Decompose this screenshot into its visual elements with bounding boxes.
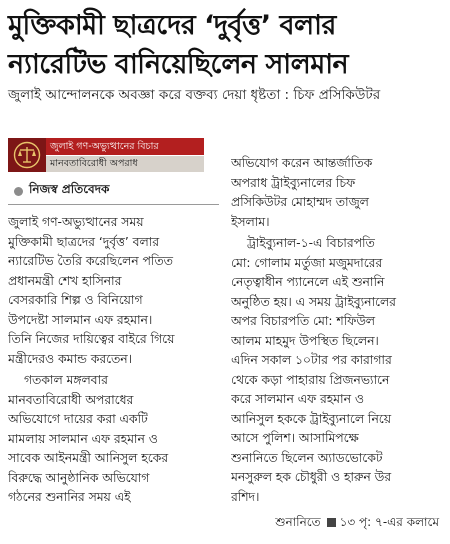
text-line: মামলায় সালমান এফ রহমান ও xyxy=(8,431,158,446)
text-line: ট্রাইব্যুনাল-১-এ বিচারপতি xyxy=(247,236,375,250)
right-column xyxy=(231,154,443,531)
section-subtitle: মানবতাবিরোধী অপরাধ xyxy=(46,156,204,172)
text-line: ইসলাম। xyxy=(231,214,270,229)
text-line: বেসরকারি শিল্প ও বিনিয়োগ xyxy=(8,293,143,307)
article-columns xyxy=(8,138,444,540)
text-line: বিরুদ্ধে আনুষ্ঠানিক অভিযোগ xyxy=(8,470,150,485)
text-line: প্রসিকিউটর মোহাম্মদ তাজুল xyxy=(231,195,369,209)
text-line: মনসুরুল হক চৌধুরী ও হারুন উর xyxy=(231,470,392,484)
paragraph-2 xyxy=(8,371,219,508)
text-line: অভিযোগ করেন আন্তর্জাতিক xyxy=(231,156,373,170)
bullet-icon xyxy=(14,187,23,196)
text-line: থেকে কড়া পাহারায় প্রিজনভ্যানে xyxy=(231,372,390,387)
text-line: ন্যারেটিভ তৈরি করেছিলেন পতিত xyxy=(8,254,173,268)
square-bullet-icon xyxy=(327,518,336,527)
continuation-note xyxy=(231,513,443,531)
byline xyxy=(8,182,219,200)
text-line: রশিদ। xyxy=(231,489,260,504)
scales-of-justice-icon xyxy=(8,138,46,172)
text-line: নেতৃত্বাধীন প্যানেলে এই শুনানি xyxy=(231,275,385,289)
headline-line-2: ন্যারেটিভ বানিয়েছিলেন সালমান xyxy=(8,49,349,80)
text-line: অনুষ্ঠিত হয়। এ সময় ট্রাইব্যুনালের xyxy=(231,294,396,309)
text-line: মানবতাবিরোধী অপরাধের xyxy=(8,392,134,407)
text-line: মন্ত্রীদেরও কমান্ড করতেন। xyxy=(8,351,133,366)
text-line: শুনানিতে ছিলেন অ্যাডভোকেট xyxy=(231,450,383,465)
text-line: আনিসুল হককে ট্রাইব্যুনালে নিয়ে xyxy=(231,411,391,426)
text-line: আসে পুলিশ। আসামিপক্ষে xyxy=(231,431,359,445)
subheadline: জুলাই আন্দোলনকে অবজ্ঞা করে বক্তব্য দেয়া ধৃষ্টতা : চিফ প্রসিকিউটর xyxy=(8,87,381,103)
text-line: আলম মাহমুদ উপস্থিত ছিলেন। xyxy=(231,333,379,348)
text-line: করে সালমান এফ রহমান ও xyxy=(231,392,364,406)
byline-text: নিজস্ব প্রতিবেদক xyxy=(29,182,110,196)
paragraph-4 xyxy=(231,234,443,507)
text-line: মুক্তিকামী ছাত্রদের ‘দুর্বৃত্ত’ বলার xyxy=(8,234,160,249)
text-line: উপদেষ্টা সালমান এফ রহমান। xyxy=(8,312,153,327)
text-line: জুলাই গণ-অভ্যুত্থানের সময় xyxy=(8,215,144,229)
byline-divider xyxy=(8,204,219,205)
text-line: অপরাধ ট্রাইব্যুনালের চিফ xyxy=(231,175,356,190)
paragraph-3 xyxy=(231,154,443,232)
headline-line-1: মুক্তিকামী ছাত্রদের ‘দুর্বৃত্ত’ বলার xyxy=(8,10,336,41)
continuation-target: ১৩ পৃ: ৭-এর কলামে xyxy=(339,515,439,529)
text-line: মো: গোলাম মর্তুজা মজুমদারের xyxy=(231,255,383,270)
text-line: প্রধানমন্ত্রী শেখ হাসিনার xyxy=(8,273,122,288)
text-line: অভিযোগে দায়ের করা একটি xyxy=(8,412,148,426)
continuation-prefix: শুনানিতে xyxy=(275,515,321,529)
left-column xyxy=(8,138,219,508)
text-line: তিনি নিজের দায়িত্বের বাইরে গিয়ে xyxy=(8,332,175,346)
text-line: অপর বিচারপতি মো: শফিউল xyxy=(231,314,375,328)
text-line: গঠনের শুনানির সময় এই xyxy=(8,490,131,504)
text-line: এদিন সকাল ১০টার পর কারাগার xyxy=(231,353,392,367)
section-title: জুলাই গণ-অভ্যুত্থানের বিচার xyxy=(46,138,204,156)
text-line: সাবেক আইনমন্ত্রী আনিসুল হকের xyxy=(8,451,169,465)
section-text xyxy=(46,138,204,172)
paragraph-1 xyxy=(8,213,219,369)
text-line: গতকাল মঙ্গলবার xyxy=(24,373,108,387)
headline xyxy=(8,6,442,84)
section-label xyxy=(8,138,204,172)
